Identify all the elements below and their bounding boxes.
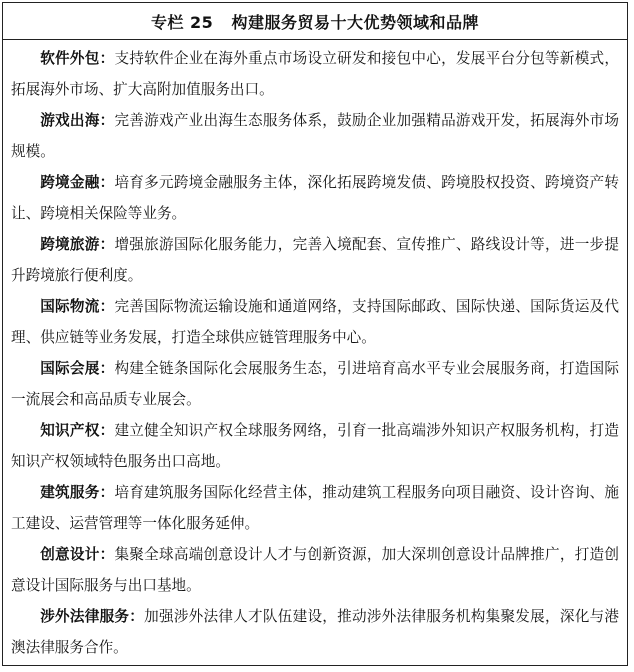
item-label: 创意设计： (40, 546, 115, 563)
item-text: 建立健全知识产权全球服务网络，引育一批高端涉外知识产权服务机构，打造知识产权领域特色服务出口高地。 (11, 422, 619, 470)
item-label: 建筑服务： (40, 484, 115, 501)
item-text: 集聚全球高端创意设计人才与创新资源，加大深圳创意设计品牌推广，打造创意设计国际服务与出口基地。 (11, 546, 619, 594)
item-list (11, 43, 619, 663)
item-text: 培育建筑服务国际化经营主体，推动建筑工程服务向项目融资、设计咨询、施工建设、运营管理等一体化服务延伸。 (11, 484, 619, 532)
item-text: 完善国际物流运输设施和通道网络，支持国际邮政、国际快递、国际货运及代理、供应链等业务发展，打造全球供应链管理服务中心。 (11, 298, 619, 346)
item-text: 完善游戏产业出海生态服务体系，鼓励企业加强精品游戏开发，拓展海外市场规模。 (11, 112, 619, 160)
item-label: 国际会展： (40, 360, 115, 377)
item-text: 加强涉外法律人才队伍建设，推动涉外法律服务机构集聚发展，深化与港澳法律服务合作。 (11, 608, 619, 656)
item-text: 培育多元跨境金融服务主体，深化拓展跨境发债、跨境股权投资、跨境资产转让、跨境相关保险等业务。 (11, 174, 619, 222)
item-label: 国际物流： (40, 298, 115, 315)
list-item (11, 601, 619, 663)
list-item (11, 477, 619, 539)
list-item (11, 229, 619, 291)
item-label: 游戏出海： (40, 112, 115, 129)
item-label: 知识产权： (40, 422, 115, 439)
list-item (11, 43, 619, 105)
list-item (11, 539, 619, 601)
item-label: 跨境金融： (40, 174, 115, 191)
title-row (3, 3, 627, 40)
item-text: 增强旅游国际化服务能力，完善入境配套、宣传推广、路线设计等，进一步提升跨境旅行便利度。 (11, 236, 619, 284)
list-item (11, 167, 619, 229)
item-text: 构建全链条国际化会展服务生态，引进培育高水平专业会展服务商，打造国际一流展会和高品质专业展会。 (11, 360, 619, 408)
item-text: 支持软件企业在海外重点市场设立研发和接包中心，发展平台分包等新模式，拓展海外市场、扩大高附加值服务出口。 (11, 50, 619, 98)
list-item (11, 415, 619, 477)
item-label: 涉外法律服务： (40, 608, 145, 625)
list-item (11, 291, 619, 353)
item-label: 软件外包： (40, 50, 115, 67)
list-item (11, 353, 619, 415)
list-item (11, 105, 619, 167)
item-label: 跨境旅游： (40, 236, 115, 253)
feature-box (2, 2, 628, 666)
box-title: 专栏 25 构建服务贸易十大优势领域和品牌 (150, 12, 480, 32)
